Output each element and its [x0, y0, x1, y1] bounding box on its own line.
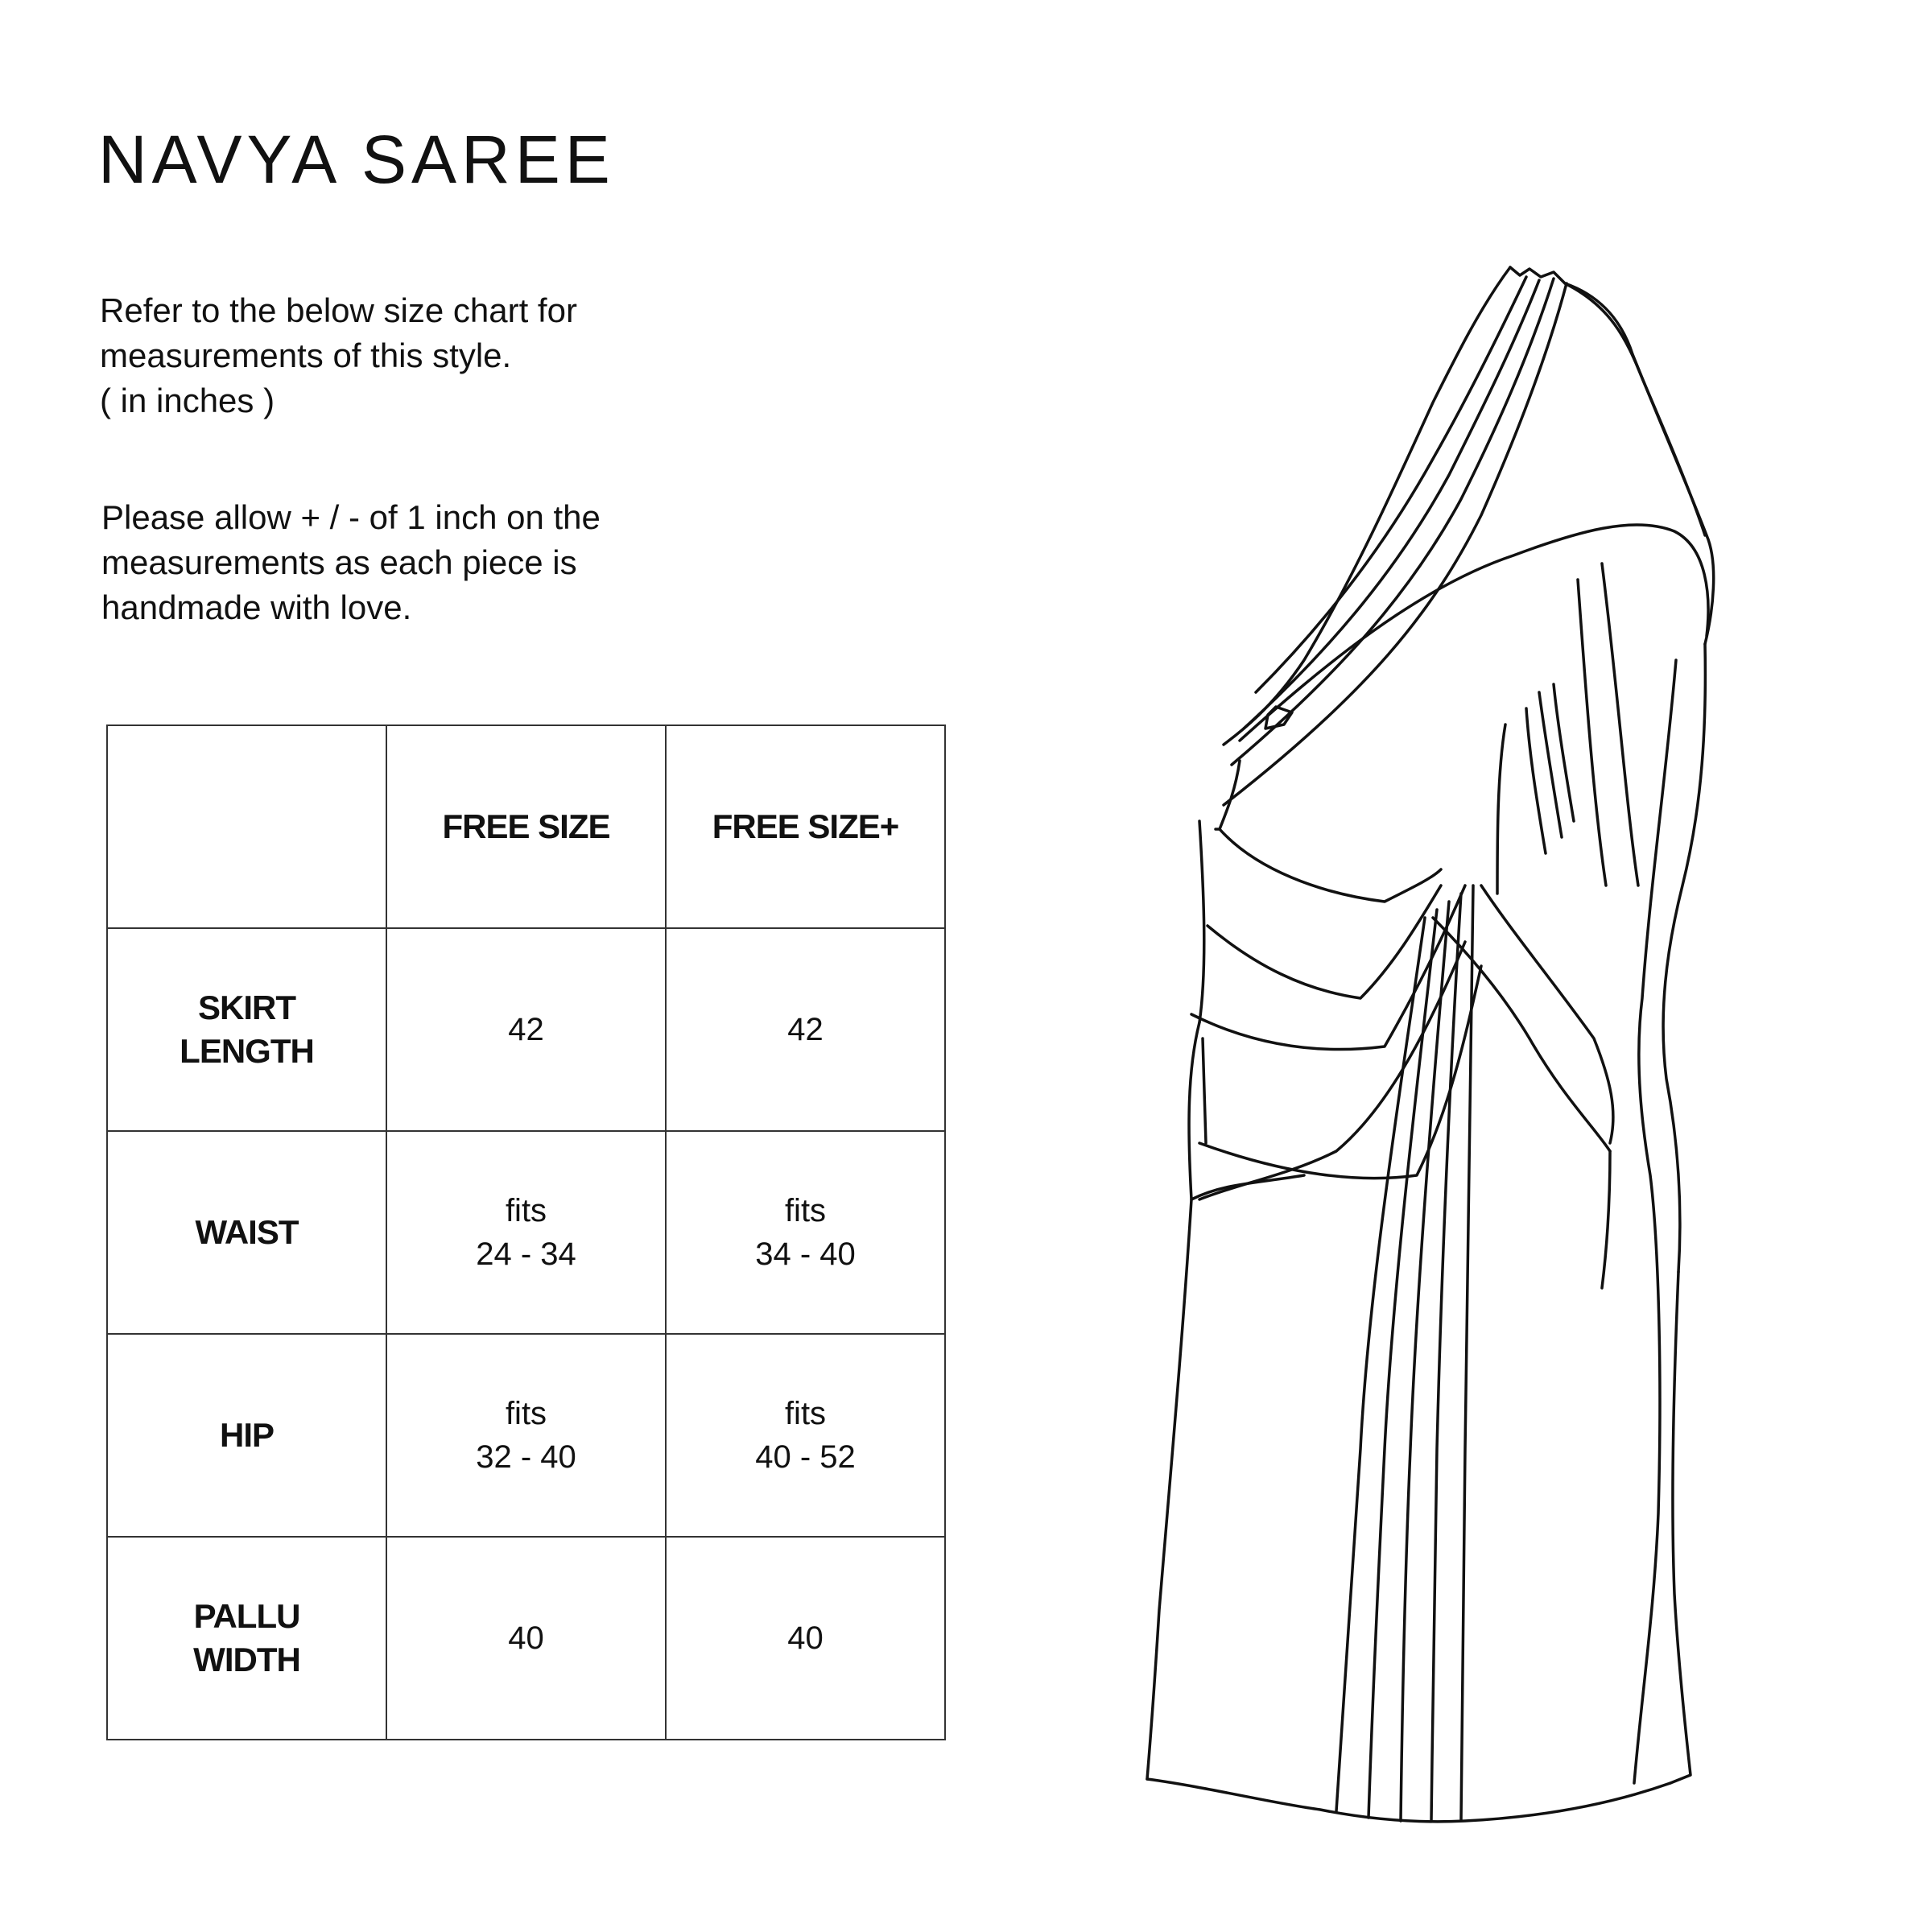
- intro-line: measurements of this style.: [100, 336, 512, 374]
- row-label-line: SKIRT: [198, 989, 295, 1026]
- column-header-free-size-plus: FREE SIZE+: [666, 725, 945, 928]
- row-label-waist: [107, 1131, 386, 1334]
- value-cell: [666, 928, 945, 1131]
- note-line: handmade with love.: [101, 588, 412, 626]
- value-line: 42: [508, 1012, 544, 1047]
- intro-text: [100, 288, 577, 423]
- value-cell: [386, 1131, 666, 1334]
- table-row: [107, 1131, 945, 1334]
- value-line: 24 - 34: [476, 1236, 576, 1272]
- value-line: 40 - 52: [755, 1439, 856, 1475]
- value-line: 40: [508, 1620, 544, 1656]
- value-cell: [666, 1334, 945, 1537]
- row-label-line: WAIST: [195, 1213, 299, 1251]
- value-cell: [386, 928, 666, 1131]
- value-line: 32 - 40: [476, 1439, 576, 1475]
- value-line: fits: [505, 1193, 547, 1228]
- row-label-line: WIDTH: [193, 1641, 300, 1678]
- column-header-free-size: FREE SIZE: [386, 725, 666, 928]
- table-row: [107, 1537, 945, 1740]
- table-row: [107, 1334, 945, 1537]
- value-line: fits: [784, 1193, 827, 1228]
- row-label-line: HIP: [219, 1416, 274, 1454]
- row-label-line: LENGTH: [180, 1032, 314, 1070]
- note-line: measurements as each piece is: [101, 543, 577, 581]
- intro-line: Refer to the below size chart for: [100, 291, 577, 329]
- row-label-pallu-width: [107, 1537, 386, 1740]
- value-line: 42: [787, 1012, 824, 1047]
- value-cell: [666, 1131, 945, 1334]
- row-label-skirt-length: [107, 928, 386, 1131]
- value-line: fits: [505, 1396, 547, 1431]
- intro-line: ( in inches ): [100, 382, 275, 419]
- tolerance-note: [101, 495, 601, 630]
- value-line: 34 - 40: [755, 1236, 856, 1272]
- table-row: [107, 928, 945, 1131]
- size-chart-table: [106, 724, 946, 1740]
- value-line: 40: [787, 1620, 824, 1656]
- row-label-hip: [107, 1334, 386, 1537]
- row-label-line: PALLU: [193, 1597, 300, 1635]
- page-title: NAVYA SAREE: [98, 122, 615, 197]
- value-cell: [666, 1537, 945, 1740]
- table-header-row: [107, 725, 945, 928]
- value-line: fits: [784, 1396, 827, 1431]
- empty-header-cell: [107, 725, 386, 928]
- value-cell: [386, 1334, 666, 1537]
- note-line: Please allow + / - of 1 inch on the: [101, 498, 601, 536]
- saree-line-drawing-icon: [1127, 258, 1739, 1835]
- value-cell: [386, 1537, 666, 1740]
